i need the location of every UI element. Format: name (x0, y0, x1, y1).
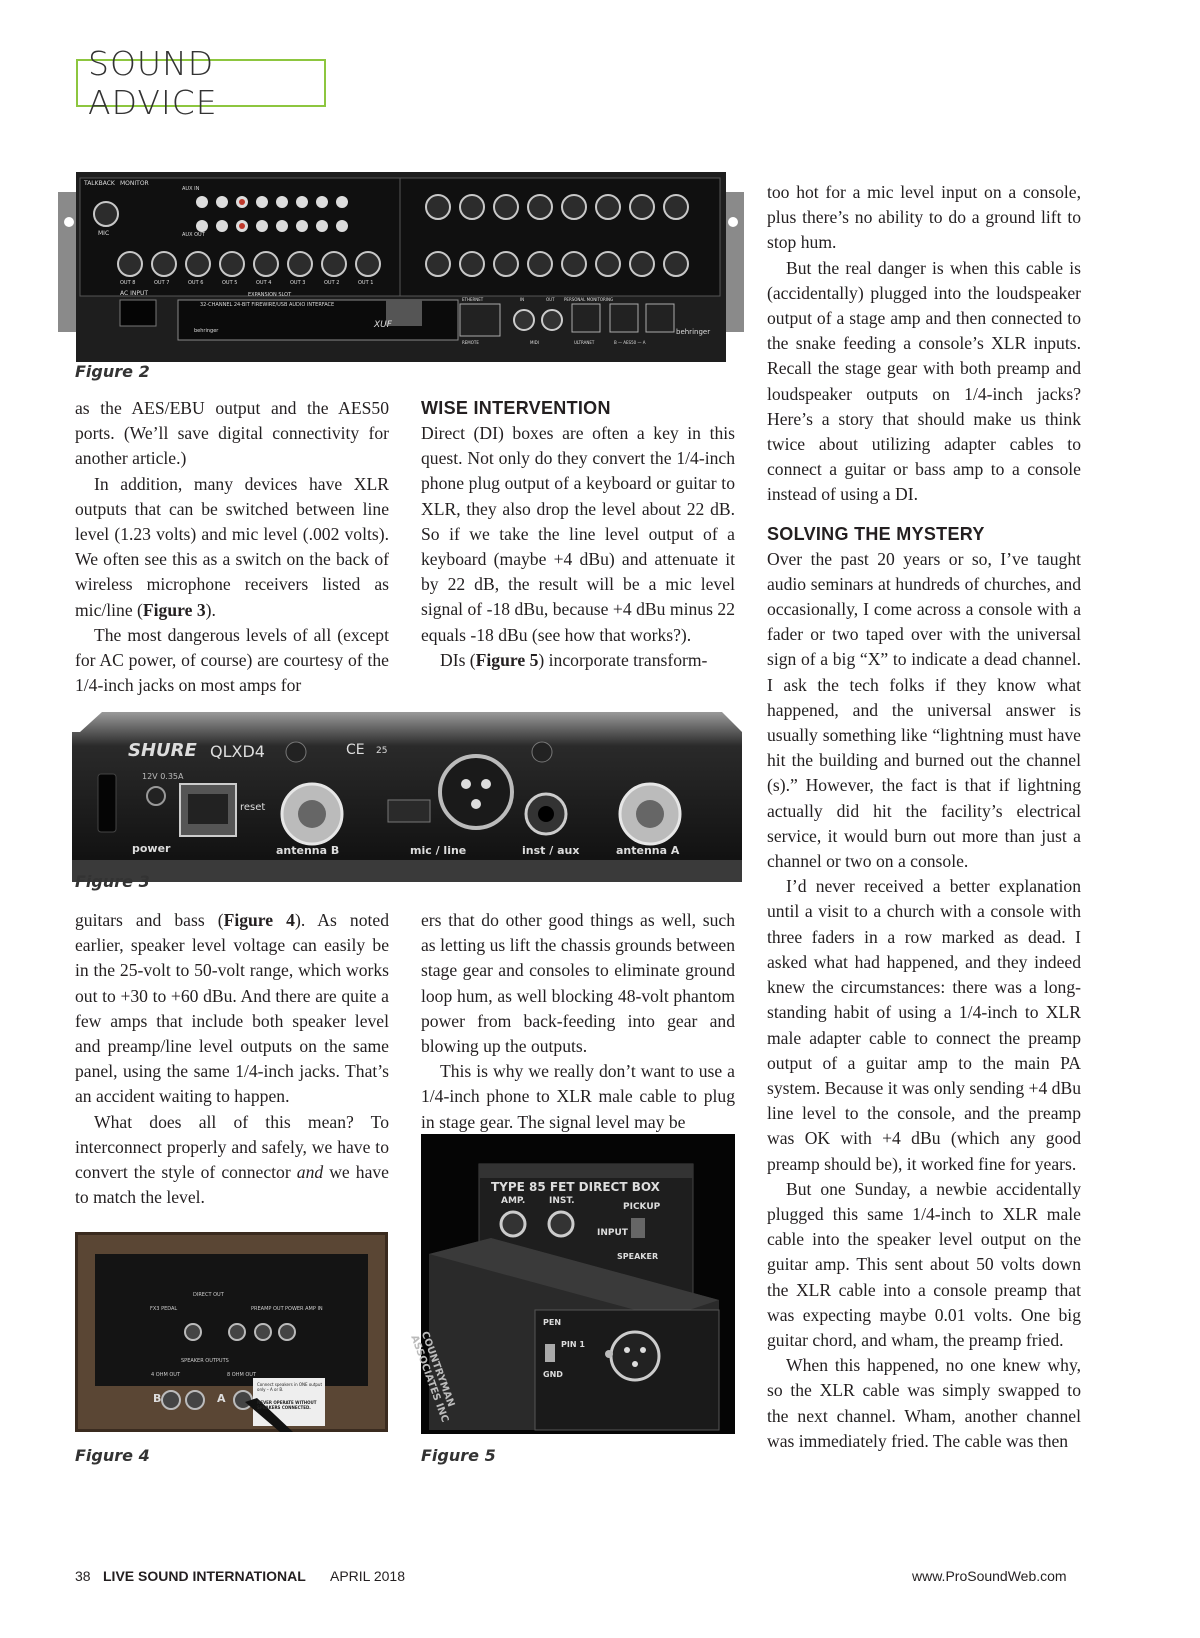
fig2-label-out-1: OUT 1 (358, 280, 374, 286)
fig2-label-out-6: OUT 6 (188, 280, 204, 286)
fig4-label-fx: FX3 PEDAL (150, 1306, 178, 1312)
fig2-label-out-4: OUT 4 (256, 280, 272, 286)
fig2-label-ethernet: ETHERNET (462, 297, 484, 302)
section-title: SOUND ADVICE (88, 44, 218, 122)
column-1-bottom (75, 908, 389, 1210)
fig3-label-12v: 12V 0.35A (142, 772, 184, 781)
figure-2-image (58, 172, 744, 362)
fig3-25-mark: 25 (376, 746, 388, 756)
figure-5-caption: Figure 5 (421, 1446, 496, 1465)
fig2-label-out-7: OUT 7 (154, 280, 170, 286)
fig2-label-monitor: MONITOR (120, 180, 149, 187)
fig4-label-power-amp-in: POWER AMP IN (285, 1306, 323, 1312)
fig2-label-aes50: B — AES50 — A (614, 340, 646, 345)
paragraph: What does all of this mean? To interconnect properly and safely, we have to convert the style of connector and we have to match the level. (75, 1111, 389, 1208)
fig2-label-mic: MIC (98, 230, 110, 237)
fig2-label-expansion: EXPANSION SLOT (248, 292, 292, 298)
fig2-label-aux-in: AUX IN (182, 186, 200, 192)
heading-wise-intervention: WISE INTERVENTION (421, 398, 611, 418)
fig4-label-4ohm: 4 OHM OUT (151, 1372, 181, 1378)
paragraph: as the AES/EBU output and the AES50 ports. (We’ll save digital connectivity for another article.) (75, 398, 389, 469)
fig2-label-out-8: OUT 8 (120, 280, 136, 286)
fig2-label-ac-input: AC INPUT (120, 290, 149, 297)
fig2-label-xuf: XUF (374, 320, 392, 330)
figure-3-caption: Figure 3 (75, 872, 150, 891)
fig2-label-out-3: OUT 3 (290, 280, 306, 286)
fig4-label-speaker-outputs: SPEAKER OUTPUTS (181, 1358, 229, 1364)
footer-publication: LIVE SOUND INTERNATIONAL (103, 1568, 306, 1584)
fig4-label-8ohm: 8 OHM OUT (227, 1372, 257, 1378)
paragraph: But the real danger is when this cable is (accidentally) plugged into the loudspeaker output of a stage amp and then connected to the snake feeding a console’s XLR inputs. Recall the stage gear with both preamp and loudspeaker outputs on 1/4-inch jacks? Here’s a story that should make us think twice about utilizing adapter cables to connect a guitar or bass amp to a console instead of using a DI. (767, 257, 1081, 505)
paragraph: In addition, many devices have XLR outputs that can be switched between line level (1.23 volts) and mic level (.002 volts). We often see this as a switch on the back of wireless microphone receivers listed as mic/line (Figure 3). (75, 473, 389, 620)
fig5-label-gnd: GND (543, 1370, 563, 1379)
fig2-label-remote: REMOTE (462, 340, 479, 345)
paragraph: This is why we really don’t want to use a 1/4-inch phone to XLR male cable to plug in stage gear. The signal level may be (421, 1061, 735, 1132)
column-1-top (75, 396, 389, 698)
fig2-label-midi-in: IN (520, 297, 525, 302)
fig2-label-out-5: OUT 5 (222, 280, 238, 286)
column-3 (767, 180, 1081, 1454)
fig3-ce-mark: CE (346, 742, 365, 758)
fig3-label-mic-line: mic / line (410, 844, 467, 857)
fig5-label-amp: AMP. (501, 1196, 526, 1206)
fig2-label-behringer-logo: behringer (676, 328, 711, 336)
paragraph: The most dangerous levels of all (except for AC power, of course) are courtesy of the 1/4-inch jacks on most amps for (75, 624, 389, 696)
fig5-title: TYPE 85 FET DIRECT BOX (491, 1180, 660, 1194)
column-2-top (421, 396, 735, 673)
fig5-label-pin1: PIN 1 (561, 1340, 585, 1349)
fig4-warning-2: NEVER OPERATE WITHOUT SPEAKERS CONNECTED. (257, 1400, 317, 1410)
paragraph: DIs (Figure 5) incorporate transform- (440, 649, 708, 670)
section-header (76, 44, 326, 122)
fig2-label-ultranet: ULTRANET (574, 340, 595, 345)
fig2-label-aux-out: AUX OUT (182, 232, 205, 238)
fig2-label-behringer-card: behringer (194, 328, 219, 334)
fig3-model: QLXD4 (210, 742, 265, 761)
column-2-bottom (421, 908, 735, 1135)
fig4-label-direct-out: DIRECT OUT (193, 1292, 224, 1298)
fig2-label-interface: 32-CHANNEL 24-BIT FIREWIRE/USB AUDIO INTERFACE (200, 302, 335, 308)
fig5-label-input: INPUT (597, 1228, 628, 1238)
footer-url: www.ProSoundWeb.com (912, 1568, 1067, 1584)
paragraph: Direct (DI) boxes are often a key in this quest. Not only do they convert the 1/4-inch phone plug output of a keyboard or guitar to XLR, they also drop the level about 22 dB. So if we take the line level output of a keyboard (maybe +4 dBu) and attenuate it by 22 dB, the result will be a mic level signal of -18 dBu, because +4 dBu minus 22 equals -18 dBu (see how that works?). (421, 423, 735, 645)
paragraph: When this happened, no one knew why, so the XLR cable was simply swapped to the next channel. Wham, another channel was immediately fried. The cable was then (767, 1355, 1081, 1451)
fig3-label-inst-aux: inst / aux (522, 844, 580, 857)
fig3-label-antenna-b: antenna B (276, 844, 340, 857)
fig5-label-countryman: COUNTRYMAN ASSOCIATES INC (408, 1330, 457, 1424)
fig4-label-preamp-out: PREAMP OUT (251, 1306, 284, 1312)
figure-5-image (408, 1134, 735, 1434)
paragraph: too hot for a mic level input on a console, plus there’s no ability to do a ground lift to stop hum. (767, 182, 1081, 253)
fig2-label-personal-monitoring: PERSONAL MONITORING (564, 297, 614, 302)
paragraph: I’d never received a better explanation until a visit to a church with a console with three faders in a row marked as dead. I asked what had happened, and they indeed knew the circumstances: there was a long-standing habit of using a 1/4-inch to XLR male adapter cable to connect the preamp output of a guitar amp to the main PA system. Because it was only sending +4 dBu line level to the console, and the preamp was OK with +4 dBu (which any good preamp should be), it worked fine for years. (767, 876, 1081, 1174)
fig5-label-inst: INST. (549, 1196, 575, 1206)
fig4-label-b: B (153, 1392, 162, 1405)
fig3-label-antenna-a: antenna A (616, 844, 680, 857)
figure-2-caption: Figure 2 (75, 362, 150, 381)
paragraph: Over the past 20 years or so, I’ve taught audio seminars at hundreds of churches, and occasionally, I come across a console with a fader or two taped over with the universal sign of a big “X” to indicate a dead channel. I ask the tech folks if they know what happened, and the universal answer is usually something like “lightning must have hit the building and burned out the channel (s).” However, the fact is that if lightning actually did hit the facility’s electrical service, it would burn out more than just a channel or two on a console. (767, 548, 1081, 872)
figure-4-caption: Figure 4 (75, 1446, 150, 1465)
figure-4-image (75, 1232, 388, 1432)
fig3-label-reset: reset (240, 802, 266, 813)
fig2-label-midi: MIDI (530, 340, 539, 345)
paragraph: But one Sunday, a newbie accidentally plugged this same 1/4-inch to XLR male cable into the speaker level output on the guitar amp. This sent about 50 volts down the XLR cable into a console preamp that was expecting maybe 0.01 volts. One big guitar chord, and wham, the preamp fried. (767, 1178, 1081, 1350)
footer-page-number: 38 (75, 1568, 91, 1584)
fig5-label-pen: PEN (543, 1318, 562, 1327)
fig2-label-talkback: TALKBACK (84, 180, 115, 187)
fig2-label-midi-out: OUT (546, 297, 555, 302)
fig5-label-pickup: PICKUP (623, 1202, 661, 1212)
fig3-brand: SHURE (128, 740, 197, 761)
figure-3-image (72, 712, 742, 882)
fig2-label-out-2: OUT 2 (324, 280, 340, 286)
fig3-label-power: power (132, 842, 171, 855)
footer-date: APRIL 2018 (330, 1568, 405, 1584)
fig5-label-speaker: SPEAKER (617, 1252, 659, 1261)
heading-solving-the-mystery: SOLVING THE MYSTERY (767, 523, 985, 544)
fig4-warning-1: Connect speakers in ONE output only – A or B. (257, 1382, 323, 1392)
fig4-label-a: A (217, 1392, 226, 1405)
paragraph: guitars and bass (Figure 4). As noted earlier, speaker level voltage can easily be in the 25-volt to 50-volt range, which works out to +30 to +60 dBu. And there are quite a few amps that include both speaker level and preamp/line level outputs on the same panel, using the same 1/4-inch jacks. That’s an accident waiting to happen. (75, 910, 389, 1107)
paragraph: ers that do other good things as well, such as letting us lift the chassis grounds between stage gear and consoles to eliminate ground loop hum, as well blocking 48-volt phantom power from back-feeding into gear and blowing up the outputs. (421, 910, 735, 1057)
